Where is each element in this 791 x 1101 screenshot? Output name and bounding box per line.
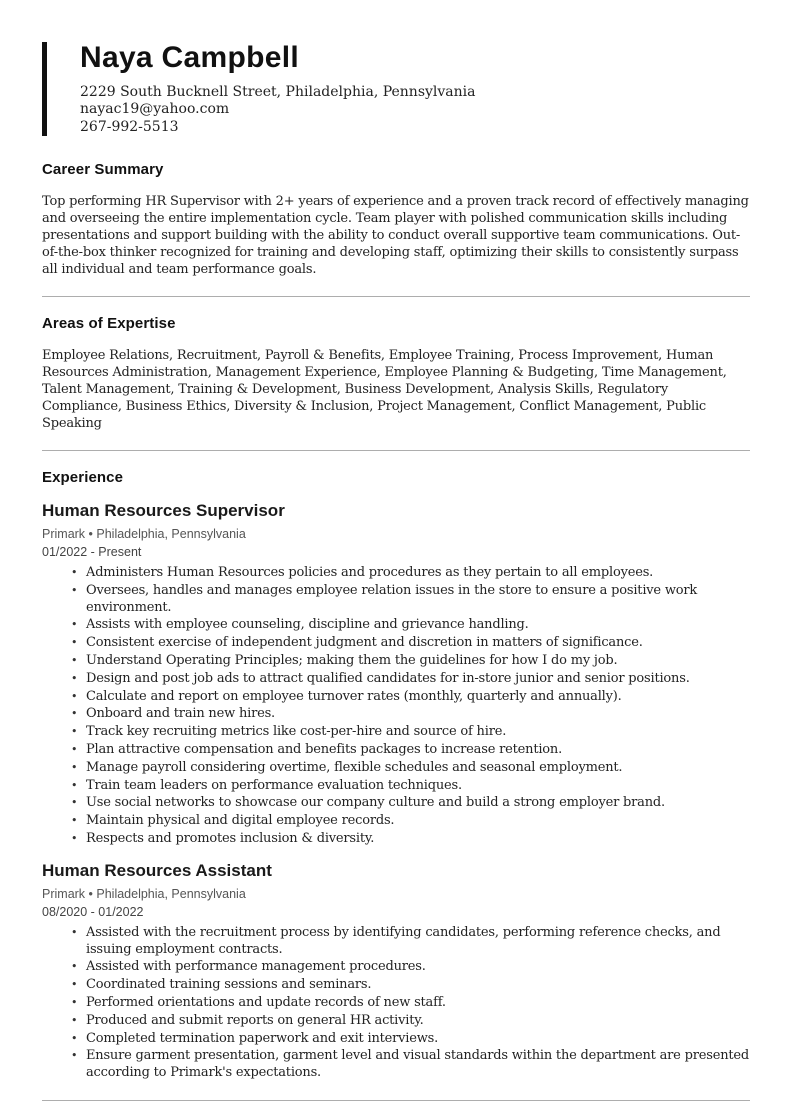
person-name: Naya Campbell [80,41,299,74]
bullet-item: • Design and post job ads to attract qualified candidates for in-store junior and senior positions. [86,671,750,688]
bullet-item: • Plan attractive compensation and benefits packages to increase retention. [86,742,750,759]
bullet-item: • Assisted with performance management procedures. [86,959,750,976]
bullet-item: • Coordinated training sessions and seminars. [86,977,750,994]
contact-block [80,84,476,136]
bullet-item: • Consistent exercise of independent judgment and discretion in matters of significance. [86,635,750,652]
experience-heading: Experience [42,469,124,487]
job-title: Human Resources Assistant [42,860,272,880]
bullet-item: • Manage payroll considering overtime, flexible schedules and seasonal employment. [86,760,750,777]
bullet-item: • Maintain physical and digital employee records. [86,813,750,830]
job-company: Primark • Philadelphia, Pennsylvania [42,527,246,542]
bullet-item: • Performed orientations and update records of new staff. [86,995,750,1012]
bullet-item: • Understand Operating Principles; making them the guidelines for how I do my job. [86,653,750,670]
bullet-item: • Completed termination paperwork and exit interviews. [86,1031,750,1048]
bullet-item: • Ensure garment presentation, garment level and visual standards within the department are presented according to Primark's expectations. [86,1048,750,1082]
phone-line: 267-992-5513 [80,118,179,135]
career-summary-text: Top performing HR Supervisor with 2+ years of experience and a proven track record of effectively managing and overseeing the entire implementation cycle. Team player with polished communication skills including presentations and support building with the ability to conduct overall supportive team communications. Out-of-the-box thinker recognized for training and developing staff, optimizing their skills to consistently surpass all individual and team performance goals. [42,194,749,278]
section-experience [42,469,750,1082]
accent-bar [42,42,47,136]
job-entry-supervisor [42,501,750,848]
job-dates: 08/2020 - 01/2022 [42,904,144,919]
bullet-item: • Calculate and report on employee turnover rates (monthly, quarterly and annually). [86,689,750,706]
bullet-item: • Oversees, handles and manages employee relation issues in the store to ensure a positive work environment. [86,583,750,617]
areas-of-expertise-heading: Areas of Expertise [42,315,176,333]
career-summary-heading: Career Summary [42,161,164,179]
section-areas-of-expertise [42,315,750,432]
bullet-item: • Train team leaders on performance evaluation techniques. [86,778,750,795]
section-divider [42,450,750,451]
address-line: 2229 South Bucknell Street, Philadelphia, Pennsylvania [80,83,476,100]
job-company: Primark • Philadelphia, Pennsylvania [42,886,246,901]
bullet-item: • Respects and promotes inclusion & diversity. [86,831,750,848]
bullet-item: • Produced and submit reports on general HR activity. [86,1013,750,1030]
bullet-item: • Onboard and train new hires. [86,706,750,723]
job-title: Human Resources Supervisor [42,501,285,521]
section-divider [42,296,750,297]
bullet-item: • Track key recruiting metrics like cost-per-hire and source of hire. [86,724,750,741]
job-entry-assistant [42,861,750,1082]
bullet-item: • Use social networks to showcase our company culture and build a strong employer brand. [86,795,750,812]
section-career-summary [42,161,750,278]
header-text [80,42,476,136]
job-bullets [42,925,750,1082]
resume-header [42,42,750,136]
areas-of-expertise-text: Employee Relations, Recruitment, Payroll & Benefits, Employee Training, Process Improvement, Human Resources Administration, Management Experience, Employee Planning & Budgeting, Time Management, Talent Management, Training & Development, Business Development, Analysis Skills, Regulatory Compliance, Business Ethics, Diversity & Inclusion, Project Management, Conflict Management, Public Speaking [42,348,727,432]
job-dates: 01/2022 - Present [42,545,142,560]
bullet-item: • Administers Human Resources policies and procedures as they pertain to all employees. [86,565,750,582]
bullet-item: • Assists with employee counseling, discipline and grievance handling. [86,617,750,634]
email-line: nayac19@yahoo.com [80,101,230,118]
bullet-item: • Assisted with the recruitment process by identifying candidates, performing reference checks, and issuing employment contracts. [86,925,750,959]
job-bullets [42,565,750,848]
